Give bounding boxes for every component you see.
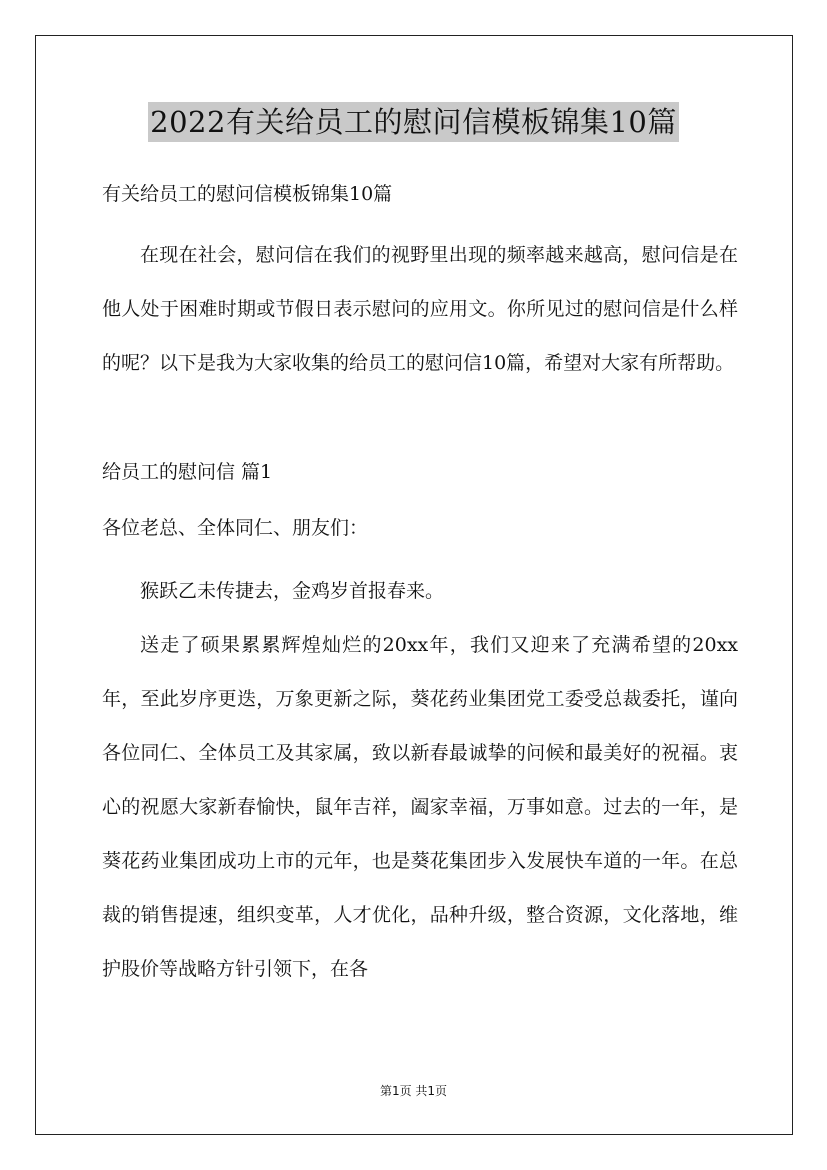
page-footer bbox=[0, 1082, 827, 1100]
body-paragraph: 送走了硕果累累辉煌灿烂的20xx年，我们又迎来了充满希望的20xx年，至此岁序更迭，万象更新之际，葵花药业集团党工委受总裁委托，谨向各位同仁、全体员工及其家属，致以新春最诚挚的问候和最美好的祝福。衷心的祝愿大家新春愉快，鼠年吉祥，阖家幸福，万事如意。过去的一年，是葵花药业集团成功上市的元年，也是葵花集团步入发展快车道的一年。在总裁的销售提速，组织变革，人才优化，品种升级，整合资源，文化落地，维护股价等战略方针引领下，在各 bbox=[102, 634, 738, 980]
page-number: 第1页 共1页 bbox=[379, 1084, 448, 1098]
intro-paragraph: 在现在社会，慰问信在我们的视野里出现的频率越来越高，慰问信是在他人处于困难时期或节假日表示慰问的应用文。你所见过的慰问信是什么样的呢？以下是我为大家收集的给员工的慰问信10篇，希望对大家有所帮助。 bbox=[102, 244, 738, 374]
document-body bbox=[102, 176, 738, 996]
letter-salutation: 各位老总、全体同仁、朋友们： bbox=[102, 517, 369, 539]
document-title-text: 2022有关给员工的慰问信模板锦集10篇 bbox=[148, 102, 679, 142]
document-title bbox=[0, 102, 827, 142]
section-heading: 给员工的慰问信 篇1 bbox=[102, 461, 273, 483]
document-subtitle: 有关给员工的慰问信模板锦集10篇 bbox=[102, 183, 393, 205]
greeting-line: 猴跃乙未传捷去，金鸡岁首报春来。 bbox=[140, 580, 445, 602]
